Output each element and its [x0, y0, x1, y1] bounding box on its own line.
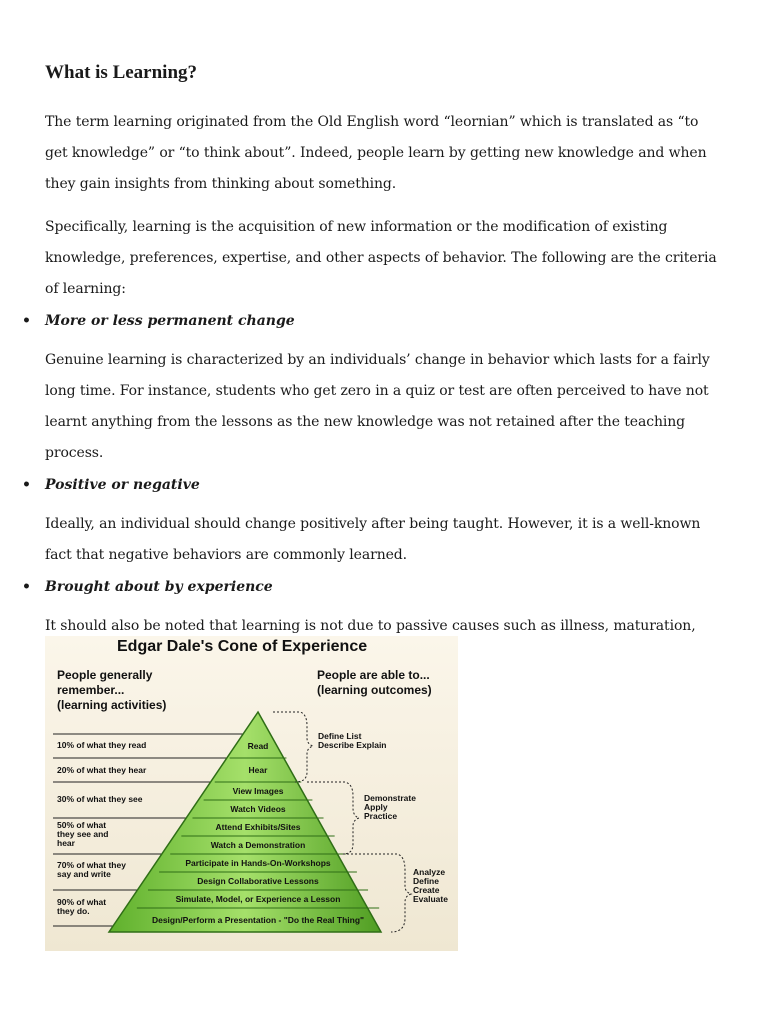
cone-level-label: View Images	[232, 786, 284, 796]
criterion-text: It should also be noted that learning is not due to passive causes such as illness, maturation,	[45, 617, 696, 634]
bullet-marker: •	[22, 312, 31, 329]
cone-level-label: Watch Videos	[230, 804, 286, 814]
retention-label: 10% of what they read	[57, 740, 147, 750]
criterion-heading-text: Positive or negative	[45, 476, 200, 493]
retention-label: 30% of what they see	[57, 794, 143, 804]
cone-level-label: Read	[247, 741, 269, 751]
criterion-heading	[22, 573, 725, 601]
criterion-text: Ideally, an individual should change positively after being taught. However, it is a well-known fact that negative behaviors are commonly learned.	[45, 515, 701, 563]
page-title: What is Learning?	[45, 62, 198, 83]
article	[22, 60, 725, 685]
bullet-marker: •	[22, 578, 31, 595]
outcome-label: Demonstrate Apply Practice	[364, 793, 416, 821]
cone-level-label: Participate in Hands-On-Workshops	[185, 858, 331, 868]
cone-level-label: Hear	[248, 765, 268, 775]
learning-outcomes-heading: People are able to... (learning outcomes)	[317, 668, 432, 697]
retention-label: 70% of what they say and write	[57, 860, 126, 879]
criterion-text: Genuine learning is characterized by an individuals’ change in behavior which lasts for a fairly long time. For instance, students who get zero in a quiz or test are often perceived to have not learnt anything from the lessons as the new knowledge was not retained after the teaching process.	[45, 351, 710, 461]
cone-level-label: Design Collaborative Lessons	[197, 876, 319, 886]
outcome-label: Analyze Define Create Evaluate	[413, 867, 448, 904]
cone-level-label: Watch a Demonstration	[210, 840, 306, 850]
intro-paragraph: The term learning originated from the Old English word “leornian” which is translated as “to get knowledge” or “to think about”. Indeed, people learn by getting new knowledge and when they gain insights from thinking about something.	[45, 113, 707, 192]
criterion-heading	[22, 471, 725, 499]
learning-activities-heading: People generally remember... (learning activities)	[57, 668, 167, 712]
criterion-heading-text: Brought about by experience	[45, 578, 273, 595]
figure-title: Edgar Dale's Cone of Experience	[117, 638, 368, 655]
cone-level-label: Simulate, Model, or Experience a Lesson	[175, 894, 341, 904]
criterion-heading-text: More or less permanent change	[45, 312, 295, 329]
outcome-label: Define List Describe Explain	[318, 731, 387, 750]
retention-label: 20% of what they hear	[57, 765, 147, 775]
cone-of-experience-figure	[45, 636, 458, 951]
criterion-heading	[22, 307, 725, 335]
cone-level-label: Design/Perform a Presentation - "Do the Real Thing"	[151, 915, 365, 925]
retention-label: 50% of what they see and hear	[57, 820, 109, 848]
definition-paragraph: Specifically, learning is the acquisition of new information or the modification of existing knowledge, preferences, expertise, and other aspects of behavior. The following are the criteria of learning:	[45, 218, 717, 297]
cone-level-label: Attend Exhibits/Sites	[215, 822, 301, 832]
retention-label: 90% of what they do.	[57, 897, 107, 916]
bullet-marker: •	[22, 476, 31, 493]
